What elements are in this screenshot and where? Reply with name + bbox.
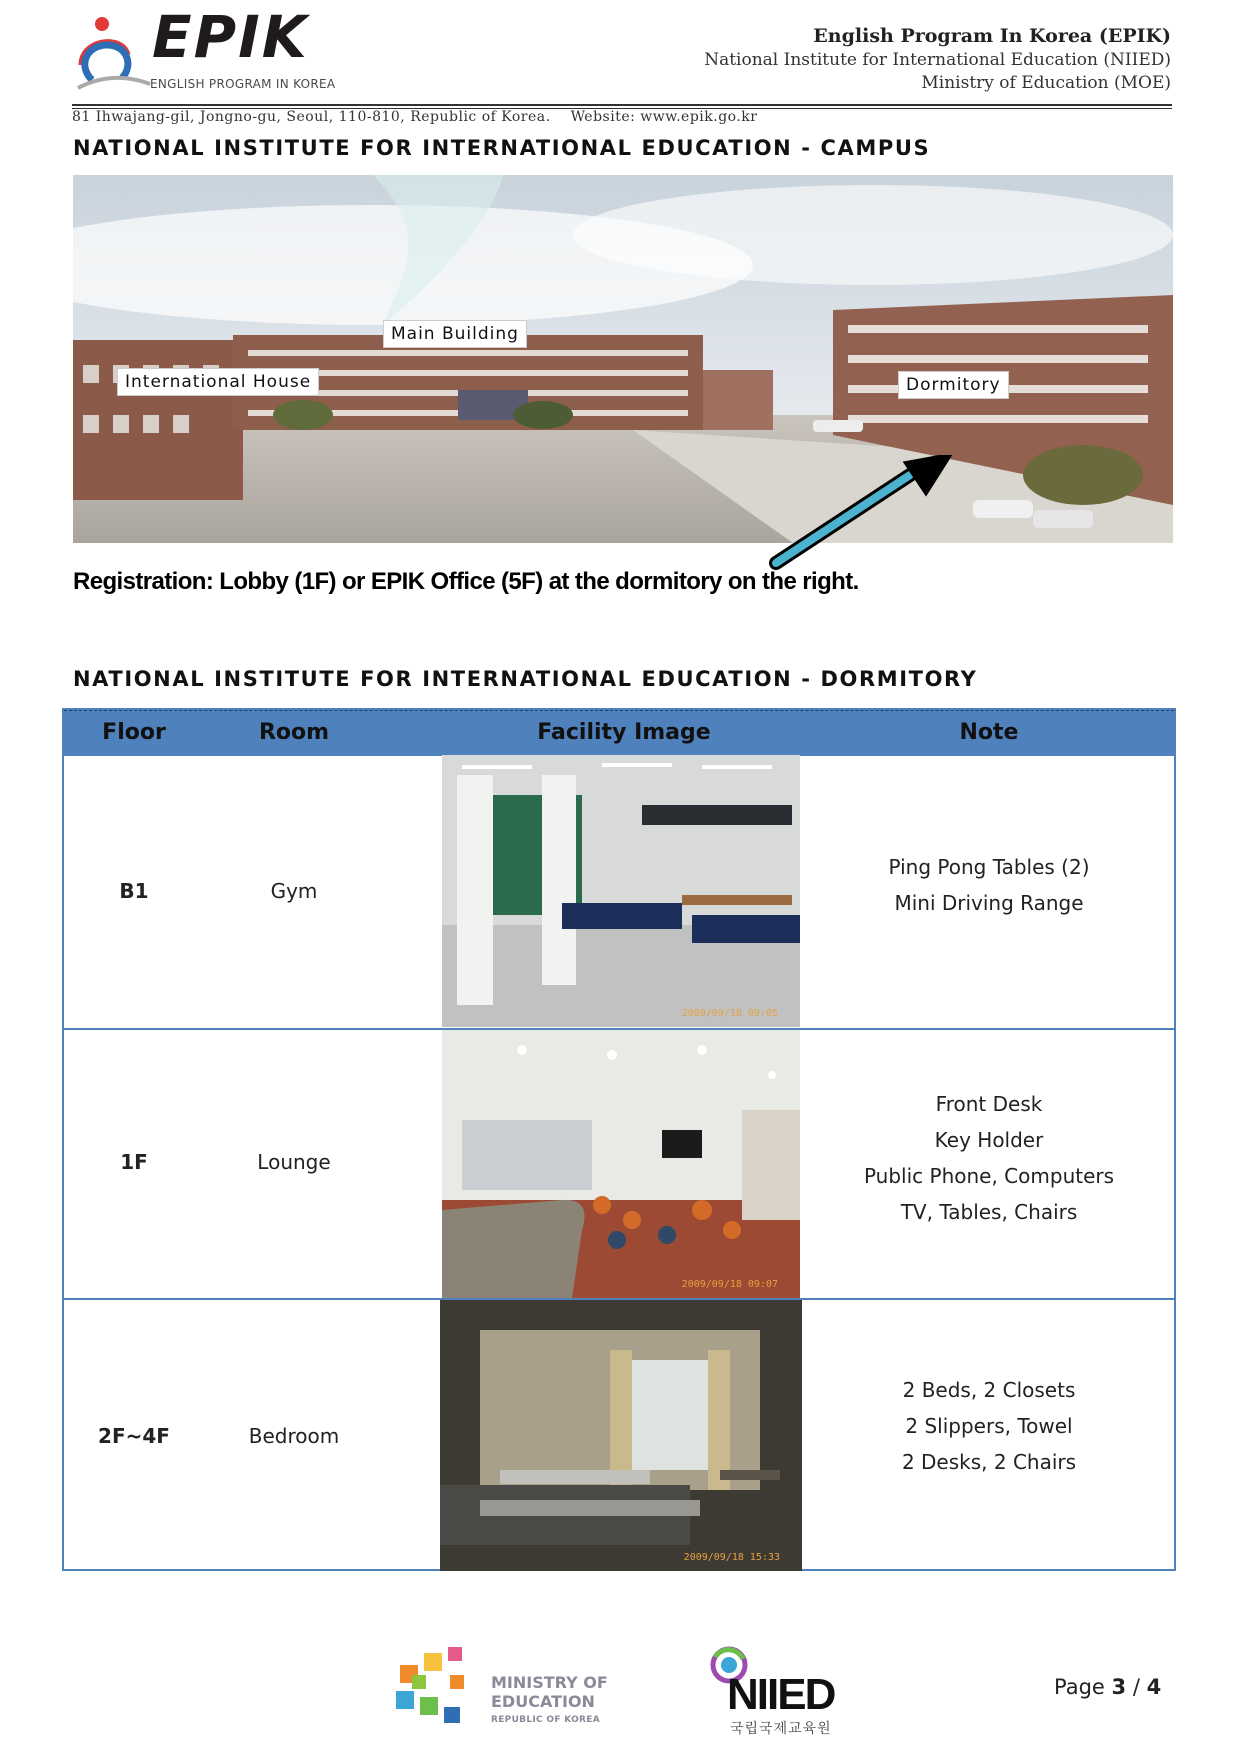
header-divider [72, 104, 1172, 106]
note-item: 2 Desks, 2 Chairs [901, 1450, 1077, 1474]
note-cell [804, 1372, 1174, 1480]
campus-photo [73, 175, 1173, 543]
room-cell: Gym [270, 879, 318, 903]
lounge-photo [442, 1030, 800, 1298]
table-row [64, 755, 1174, 1028]
note-item: Mini Driving Range [894, 891, 1084, 915]
note-item: Front Desk [935, 1092, 1043, 1116]
floor-cell: 1F [120, 1150, 148, 1174]
website-link[interactable]: Website: www.epik.go.kr [570, 109, 758, 125]
note-item: 2 Slippers, Towel [905, 1414, 1073, 1438]
dormitory-facility-table [62, 708, 1176, 1571]
table-header [64, 710, 1174, 756]
org-program-name: English Program In Korea (EPIK) [813, 25, 1171, 47]
organization-block [704, 24, 1171, 95]
floor-cell: B1 [119, 879, 149, 903]
room-cell: Lounge [257, 1150, 331, 1174]
page-separator: / [1132, 1675, 1140, 1699]
photo-timestamp: 2009/09/18 09:05 [681, 1008, 778, 1019]
table-row [64, 1028, 1174, 1300]
moe-line-2: EDUCATION [491, 1692, 595, 1711]
column-header-room: Room [258, 720, 330, 745]
gym-photo [442, 755, 800, 1027]
org-institute-name: National Institute for International Education (NIIED) [704, 50, 1171, 70]
floor-cell: 2F~4F [98, 1424, 170, 1448]
column-header-floor: Floor [102, 720, 166, 745]
column-header-note: Note [959, 720, 1019, 745]
photo-timestamp: 2009/09/18 09:07 [681, 1279, 778, 1290]
main-building-label: Main Building [383, 320, 527, 348]
note-item: TV, Tables, Chairs [900, 1200, 1078, 1224]
note-item: Key Holder [934, 1128, 1044, 1152]
campus-section-title: NATIONAL INSTITUTE FOR INTERNATIONAL EDUCATION - CAMPUS [73, 136, 931, 160]
column-header-facility-image: Facility Image [537, 720, 711, 745]
org-ministry-name: Ministry of Education (MOE) [921, 73, 1171, 93]
note-item: Public Phone, Computers [863, 1164, 1115, 1188]
moe-line-3: REPUBLIC OF KOREA [491, 1715, 600, 1725]
page-total: 4 [1146, 1675, 1162, 1699]
note-cell [804, 849, 1174, 921]
page-prefix: Page [1054, 1675, 1105, 1699]
registration-note: Registration: Lobby (1F) or EPIK Office (5F) at the dormitory on the right. [73, 568, 859, 595]
logo-subtitle: ENGLISH PROGRAM IN KOREA [150, 77, 336, 91]
photo-timestamp: 2009/09/18 15:33 [683, 1552, 780, 1563]
niied-wordmark: NIIED [727, 1670, 835, 1719]
page-number [1054, 1675, 1161, 1699]
page-current: 3 [1111, 1675, 1127, 1699]
dormitory-label: Dormitory [898, 371, 1009, 399]
arrow-shaft [776, 475, 910, 563]
bedroom-photo [440, 1300, 802, 1571]
niied-korean-name: 국립국제교육원 [730, 1721, 832, 1737]
dormitory-section-title: NATIONAL INSTITUTE FOR INTERNATIONAL EDUCATION - DORMITORY [73, 667, 978, 691]
international-house-label: International House [117, 368, 319, 396]
dormitory-pointer-arrow-icon [760, 455, 960, 575]
note-cell [804, 1086, 1174, 1230]
arrow-head [906, 455, 950, 493]
postal-address: 81 Ihwajang-gil, Jongno-gu, Seoul, 110-810, Republic of Korea. [72, 109, 551, 125]
note-item: 2 Beds, 2 Closets [902, 1378, 1076, 1402]
note-item: Ping Pong Tables (2) [888, 855, 1090, 879]
address-line [72, 109, 757, 125]
ministry-of-education-text [491, 1673, 608, 1730]
moe-line-1: MINISTRY OF [491, 1673, 608, 1692]
room-cell: Bedroom [248, 1424, 340, 1448]
table-row [64, 1298, 1174, 1571]
logo-wordmark: EPIK [152, 3, 309, 71]
